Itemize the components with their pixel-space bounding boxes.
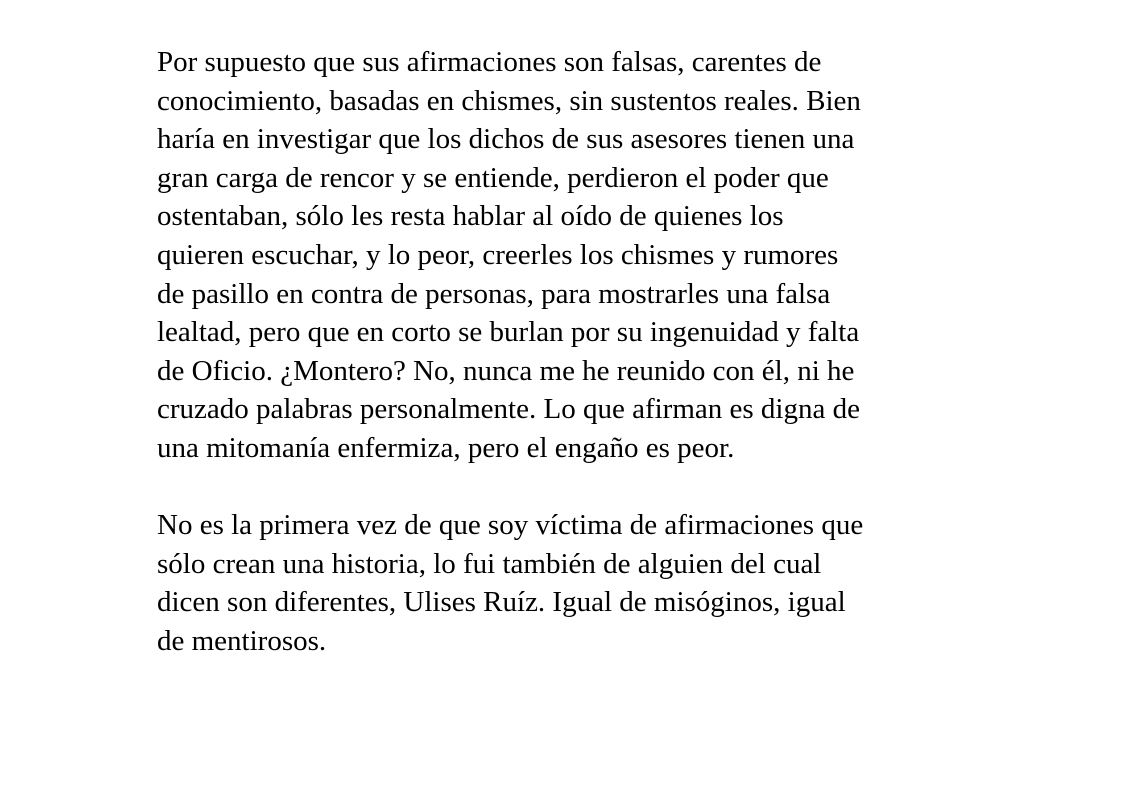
paragraph-1 <box>157 43 972 468</box>
paragraph-line: conocimiento, basadas en chismes, sin sustentos reales. Bien <box>157 84 861 117</box>
paragraph-line: de mentirosos. <box>157 624 327 657</box>
paragraph-line: haría en investigar que los dichos de sus asesores tienen una <box>157 123 855 156</box>
paragraph-line: quieren escuchar, y lo peor, creerles los chismes y rumores <box>157 238 839 271</box>
paragraph-line: cruzado palabras personalmente. Lo que afirman es digna de <box>157 393 860 426</box>
paragraph-line: gran carga de rencor y se entiende, perdieron el poder que <box>157 161 829 194</box>
document-text <box>157 43 972 699</box>
paragraph-line: lealtad, pero que en corto se burlan por su ingenuidad y falta <box>157 316 860 349</box>
paragraph-2 <box>157 506 972 660</box>
paragraph-line: de pasillo en contra de personas, para mostrarles una falsa <box>157 277 831 310</box>
paragraph-line: de Oficio. ¿Montero? No, nunca me he reunido con él, ni he <box>157 354 855 387</box>
paragraph-line: ostentaban, sólo les resta hablar al oído de quienes los <box>157 200 784 233</box>
paragraph-line: dicen son diferentes, Ulises Ruíz. Igual de misóginos, igual <box>157 586 846 619</box>
paragraph-line: Por supuesto que sus afirmaciones son falsas, carentes de <box>157 46 822 78</box>
paragraph-line: sólo crean una historia, lo fui también de alguien del cual <box>157 547 822 580</box>
paragraph-line: una mitomanía enfermiza, pero el engaño es peor. <box>157 431 735 464</box>
paragraph-line: No es la primera vez de que soy víctima de afirmaciones que <box>157 509 864 542</box>
